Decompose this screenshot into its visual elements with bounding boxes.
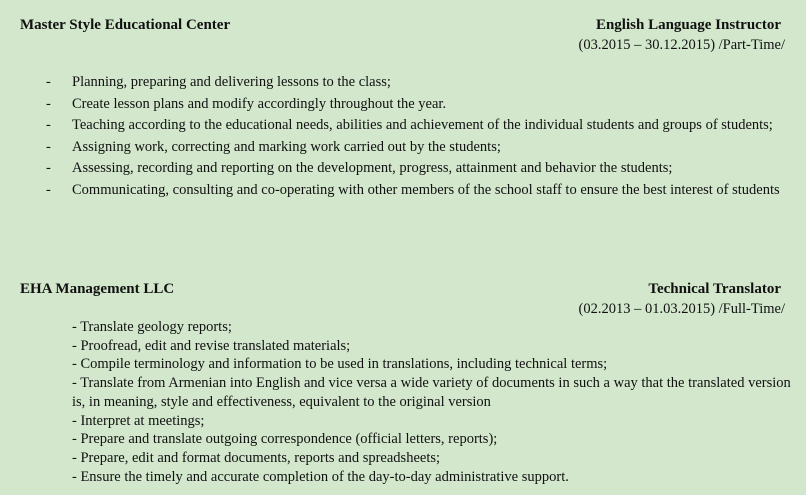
duty-text: Planning, preparing and delivering lessons to the class; (72, 74, 391, 90)
dash-bullet: - (46, 74, 51, 90)
duty-item (0, 72, 792, 93)
company-name: EHA Management LLC (20, 281, 175, 297)
duty-item (0, 137, 792, 158)
duty-item: - Compile terminology and information to be used in translations, including technical terms; (72, 356, 608, 373)
employment-period: (03.2015 – 30.12.2015) /Part-Time/ (578, 37, 785, 53)
duty-item (0, 180, 792, 201)
job-title: Technical Translator (648, 281, 781, 297)
duty-item: - Prepare and translate outgoing correspondence (official letters, reports); (72, 431, 498, 448)
duty-item: - Translate from Armenian into English and vice versa a wide variety of documents in such a way that the translated version is, in meaning, style and effectiveness, equivalent to the original version (72, 375, 791, 410)
duty-item (0, 94, 792, 115)
duty-text: Assessing, recording and reporting on the development, progress, attainment and behavior the students; (72, 160, 673, 176)
duty-text: Teaching according to the educational needs, abilities and achievement of the individual students and groups of students; (72, 117, 773, 133)
employment-period: (02.2013 – 01.03.2015) /Full-Time/ (578, 301, 785, 317)
duty-item: - Proofread, edit and revise translated materials; (72, 337, 351, 354)
duty-text: Create lesson plans and modify accordingly throughout the year. (72, 95, 447, 112)
duty-text: Assigning work, correcting and marking work carried out by the students; (72, 138, 501, 155)
dash-bullet: - (46, 95, 51, 112)
duty-item: - Ensure the timely and accurate completion of the day-to-day administrative support. (72, 468, 569, 485)
duty-item (0, 158, 792, 179)
company-name: Master Style Educational Center (20, 17, 231, 33)
duties-list (72, 318, 792, 486)
dash-bullet: - (46, 181, 51, 198)
duty-item: - Prepare, edit and format documents, reports and spreadsheets; (72, 449, 441, 466)
dash-bullet: - (46, 138, 51, 155)
dash-bullet: - (46, 117, 51, 133)
job-title: English Language Instructor (595, 17, 781, 33)
duties-list (0, 72, 790, 201)
duty-item: - Translate geology reports; (72, 319, 232, 335)
dash-bullet: - (46, 160, 51, 176)
duty-item: - Interpret at meetings; (72, 412, 205, 429)
duty-item (0, 115, 792, 136)
duty-text: Communicating, consulting and co-operating with other members of the school staff to ensure the best interest of students (72, 181, 780, 198)
